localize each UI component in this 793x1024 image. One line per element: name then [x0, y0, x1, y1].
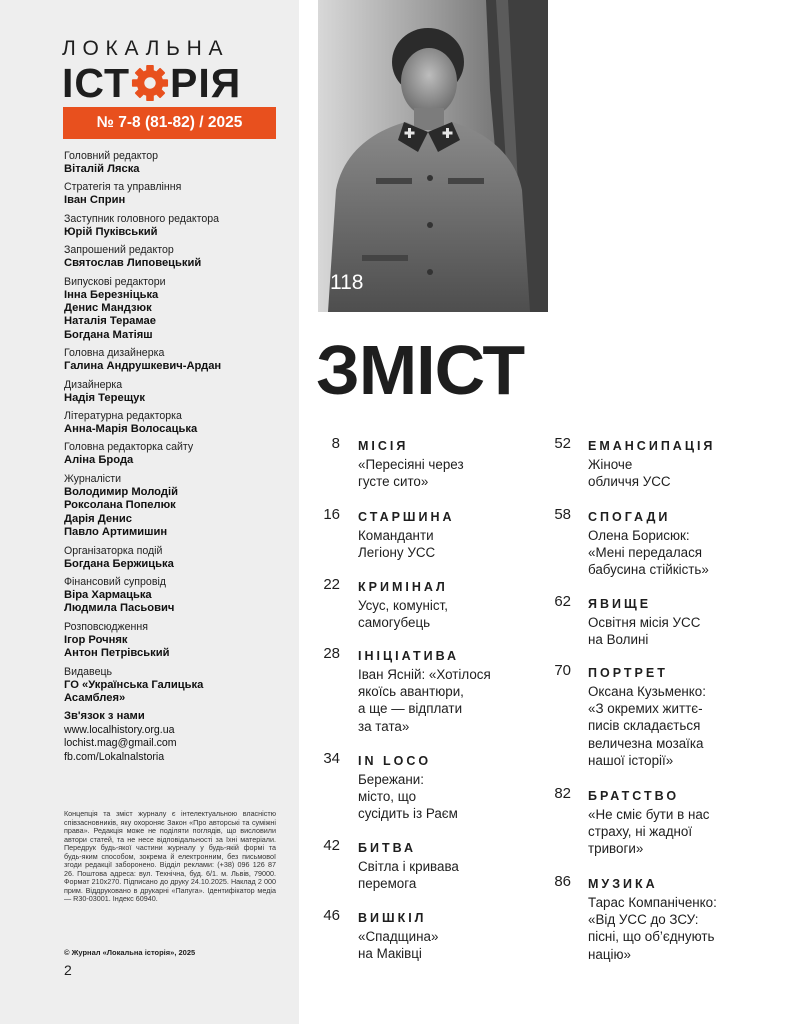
toc-page-number: 46 — [323, 907, 340, 924]
staff-name: Наталія Терамае — [64, 315, 156, 328]
staff-role: Запрошений редактор — [64, 244, 174, 257]
staff-name: Денис Мандзюк — [64, 302, 152, 315]
staff-group — [64, 213, 284, 239]
issue-number-badge: № 7-8 (81-82) / 2025 — [63, 107, 276, 139]
staff-group — [64, 347, 284, 373]
toc-category: ЕМАНСИПАЦІЯ — [588, 439, 716, 453]
staff-name: Антон Петрівський — [64, 647, 170, 660]
staff-role: Дизайнерка — [64, 378, 123, 391]
toc-page-number: 82 — [554, 785, 571, 802]
staff-role: Розповсюдження — [64, 620, 148, 633]
toc-category: ВИШКІЛ — [358, 911, 427, 925]
staff-name: Надія Терещук — [64, 391, 145, 404]
staff-role: Літературна редакторка — [64, 410, 182, 423]
staff-group — [64, 545, 284, 571]
staff-role: Випускові редактори — [64, 275, 166, 288]
masthead-sidebar — [0, 0, 299, 1024]
staff-role: Головний редактор — [64, 150, 159, 162]
staff-name: Святослав Липовецький — [64, 257, 202, 270]
staff-name: Іван Сприн — [64, 194, 126, 207]
staff-group — [64, 666, 284, 706]
toc-page-number: 28 — [323, 645, 340, 662]
toc-page-number: 62 — [554, 593, 571, 610]
toc-description: Оксана Кузьменко: «З окремих життє- писів складається величезна мозаїка нашої історії» — [588, 684, 706, 768]
toc-description: «Спадщина» на Маківці — [358, 929, 439, 962]
toc-page-number: 16 — [323, 506, 340, 523]
contact-group — [64, 710, 284, 764]
toc-description: Освітня місія УСС на Волині — [588, 615, 701, 648]
toc-page-number: 22 — [323, 576, 340, 593]
staff-group — [64, 441, 284, 467]
toc-category: ЯВИЩЕ — [588, 597, 652, 611]
staff-name: Дарія Денис — [64, 512, 132, 525]
staff-name: Асамблея» — [64, 691, 126, 704]
toc-description: Іван Ясній: «Хотілося якоїсь авантюри, а ще — відплати за тата» — [358, 667, 491, 734]
staff-role: Фінансовий супровід — [64, 575, 166, 588]
contact-heading: Зв'язок з нами — [64, 710, 145, 723]
staff-role: Організаторка подій — [64, 544, 163, 557]
staff-name: Богдана Матіяш — [64, 328, 153, 341]
contents-title: ЗМІСТ — [316, 331, 525, 409]
staff-name: Галина Андрушкевич-Ардан — [64, 360, 222, 373]
toc-category: ІНІЦІАТИВА — [358, 649, 460, 663]
photo-page-reference: 118 — [330, 271, 364, 294]
logo-top-word: ЛОКАЛЬНА — [62, 37, 230, 60]
magazine-logo — [62, 38, 278, 105]
toc-page-number: 70 — [554, 662, 571, 679]
toc-page-number: 52 — [554, 435, 571, 452]
staff-role: Головна редакторка сайту — [64, 441, 194, 454]
staff-group — [64, 150, 284, 176]
cover-photo — [318, 0, 548, 312]
staff-name: Юрій Пуківський — [64, 225, 158, 238]
toc-category: КРИМІНАЛ — [358, 580, 448, 594]
toc-description: «Пересіяні через густе сито» — [358, 457, 464, 490]
legal-notice: Концепція та зміст журналу є інтелектуальною власністю співзасновників, яку охороняє Закон «Про авторські та суміжні права». Редакція може не поділяти поглядів, що висловили автори статей, та не несе відповідальності за їхні матеріали. Передрук будь-якої частини журналу у будь-якій формі та будь-яким способом, зокрема й електронним, без письмової згоди редакції заборонено. Відділ реклами: (+38) 096 126 87 26. Поштова адреса: вул. Технічна, буд. 6/1. м. Львів, 79000. Формат 210х270. Підписано до друку 24.10.2025. Наклад 2 000 прим. Віддруковано в друкарні «Папуга». Ідентифікатор медіа — R30-03001. Індекс 60940. — [64, 809, 276, 903]
toc-description: Усус, комуніст, самогубець — [358, 598, 448, 631]
portrait-photo — [318, 0, 548, 312]
toc-category: ПОРТРЕТ — [588, 666, 668, 680]
toc-category: СПОГАДИ — [588, 510, 671, 524]
toc-category: БИТВА — [358, 841, 417, 855]
staff-name: Богдана Бержицька — [64, 557, 174, 570]
staff-name: Людмила Пасьович — [64, 602, 175, 615]
staff-name: Володимир Молодій — [64, 485, 178, 498]
staff-name: ГО «Українська Галицька — [64, 678, 204, 691]
toc-category: БРАТСТВО — [588, 789, 680, 803]
staff-group — [64, 181, 284, 207]
toc-description: «Не сміє бути в нас страху, ні жадної тривоги» — [588, 807, 710, 857]
toc-page-number: 86 — [554, 873, 571, 890]
toc-description: Тарас Компаніченко: «Від УСС до ЗСУ: пісні, що об’єднують націю» — [588, 895, 717, 962]
staff-role: Стратегія та управління — [64, 181, 182, 194]
staff-list — [64, 150, 284, 769]
copyright: © Журнал «Локальна історія», 2025 — [64, 948, 196, 957]
gear-o-icon — [131, 64, 169, 102]
logo-main-right: РІЯ — [170, 60, 242, 106]
staff-group — [64, 410, 284, 436]
staff-name: Інна Березніцька — [64, 288, 159, 301]
staff-name: Аліна Брода — [64, 454, 134, 467]
staff-role: Видавець — [64, 665, 113, 678]
toc-description: Команданти Легіону УСС — [358, 528, 436, 561]
page-number: 2 — [64, 962, 72, 978]
staff-group — [64, 244, 284, 270]
toc-category: IN LOCO — [358, 754, 432, 768]
logo-main-left: ІСТ — [62, 60, 131, 106]
staff-name: Павло Артимишин — [64, 526, 168, 539]
toc-description: Світла і кривава перемога — [358, 859, 459, 892]
facebook-link[interactable]: fb.com/Lokalnalstoria — [64, 750, 165, 763]
toc-page-number: 42 — [323, 837, 340, 854]
toc-category: МІСІЯ — [358, 439, 409, 453]
toc-description: Жіноче обличчя УСС — [588, 457, 671, 490]
staff-group — [64, 576, 284, 616]
staff-group — [64, 473, 284, 540]
email-link[interactable]: lochist.mag@gmail.com — [64, 737, 177, 750]
staff-name: Ігор Рочняк — [64, 633, 128, 646]
toc-category: МУЗИКА — [588, 877, 658, 891]
website-link[interactable]: www.localhistory.org.ua — [64, 723, 175, 736]
staff-group — [64, 276, 284, 343]
staff-role: Журналісти — [64, 472, 122, 485]
toc-category: СТАРШИНА — [358, 510, 455, 524]
toc-description: Олена Борисюк: «Мені передалася бабусина стійкість» — [588, 528, 709, 578]
toc-page-number: 8 — [331, 435, 340, 452]
staff-role: Заступник головного редактора — [64, 212, 220, 225]
toc-page-number: 34 — [323, 750, 340, 767]
toc-page-number: 58 — [554, 506, 571, 523]
staff-group — [64, 379, 284, 405]
staff-role: Головна дизайнерка — [64, 347, 165, 360]
staff-name: Роксолана Попелюк — [64, 499, 176, 512]
staff-group — [64, 621, 284, 661]
staff-name: Віталій Ляска — [64, 163, 140, 175]
staff-name: Віра Хармацька — [64, 588, 152, 601]
staff-name: Анна-Марія Волосацька — [64, 423, 198, 436]
toc-description: Бережани: місто, що сусідить із Раєм — [358, 772, 458, 822]
